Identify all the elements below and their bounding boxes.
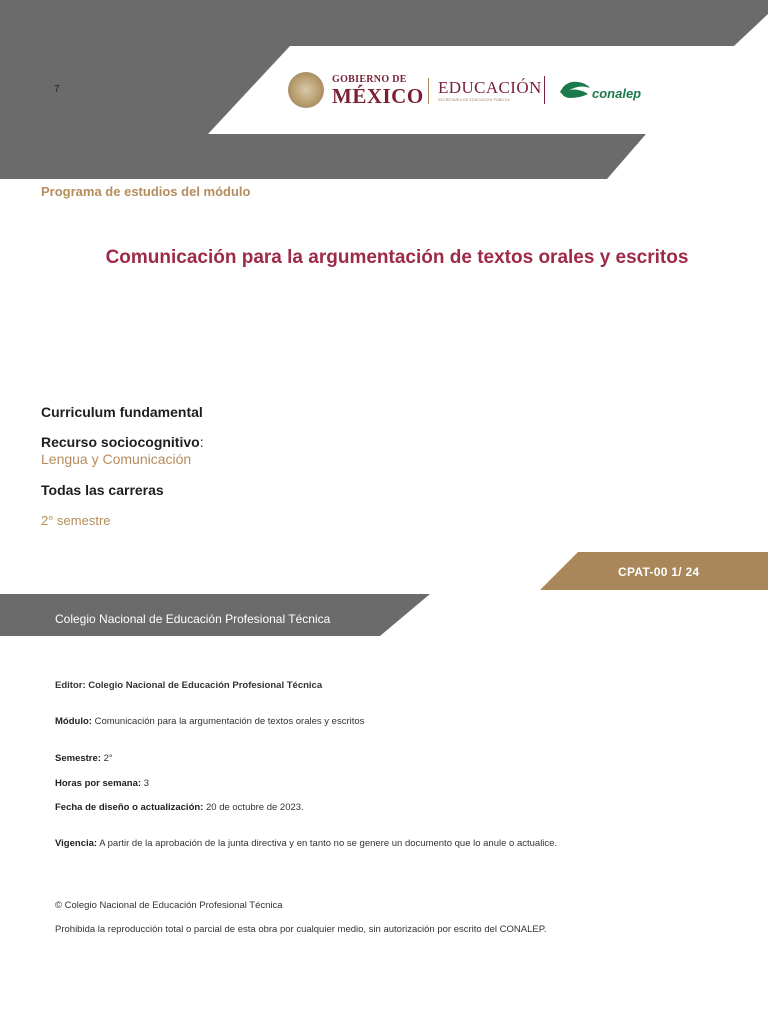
modulo-label: Módulo:: [55, 716, 92, 727]
curriculum-label: Curriculum fundamental: [41, 404, 203, 420]
modulo-line: [55, 716, 364, 727]
page-number: 7: [54, 84, 60, 95]
educacion-text: EDUCACIÓN: [438, 78, 542, 97]
careers-label: Todas las carreras: [41, 482, 164, 498]
conalep-logo-icon: [556, 76, 592, 102]
copyright-line: © Colegio Nacional de Educación Profesional Técnica: [55, 900, 283, 911]
gobierno-de-text: GOBIERNO DE: [332, 74, 407, 85]
recurso-label-text: Recurso sociocognitivo: [41, 434, 200, 450]
fecha-label: Fecha de diseño o actualización:: [55, 802, 204, 813]
recurso-label: [41, 434, 204, 450]
document-code: CPAT-00 1/ 24: [618, 565, 700, 579]
horas-label: Horas por semana:: [55, 778, 142, 789]
recurso-value: Lengua y Comunicación: [41, 451, 192, 467]
module-title: Comunicación para la argumentación de textos orales y escritos: [105, 247, 689, 268]
conalep-text: conalep: [592, 86, 642, 101]
semestre-label: Semestre:: [55, 753, 101, 764]
semestre-line: [55, 753, 113, 764]
fecha-line: [55, 802, 304, 813]
editor-line: Editor: Colegio Nacional de Educación Profesional Técnica: [55, 680, 323, 691]
fecha-value: 20 de octubre de 2023.: [203, 802, 304, 813]
logo-divider: [544, 76, 545, 104]
horas-line: [55, 778, 149, 789]
prohibited-line: Prohibida la reproducción total o parcial de esta obra por cualquier medio, sin autorización por escrito del CONALEP.: [55, 924, 547, 935]
mexico-text: MÉXICO: [332, 84, 424, 108]
logo-divider: [428, 78, 429, 104]
semestre-value: 2°: [100, 753, 113, 764]
modulo-value: Comunicación para la argumentación de textos orales y escritos: [91, 716, 365, 727]
vigencia-value: A partir de la aprobación de la junta directiva y en tanto no se genere un documento que lo anule o actualice.: [97, 838, 558, 849]
recurso-colon: :: [199, 434, 204, 450]
vigencia-line: [55, 838, 557, 849]
educacion-subtitle: SECRETARÍA DE EDUCACIÓN PÚBLICA: [438, 98, 510, 102]
institution-name: Colegio Nacional de Educación Profesional Técnica: [55, 612, 331, 626]
horas-value: 3: [141, 778, 149, 789]
program-label: Programa de estudios del módulo: [41, 184, 251, 199]
vigencia-label: Vigencia:: [55, 838, 98, 849]
mexico-seal-icon: [288, 72, 324, 108]
government-logos: [288, 70, 648, 110]
semester-label: 2° semestre: [41, 513, 111, 528]
